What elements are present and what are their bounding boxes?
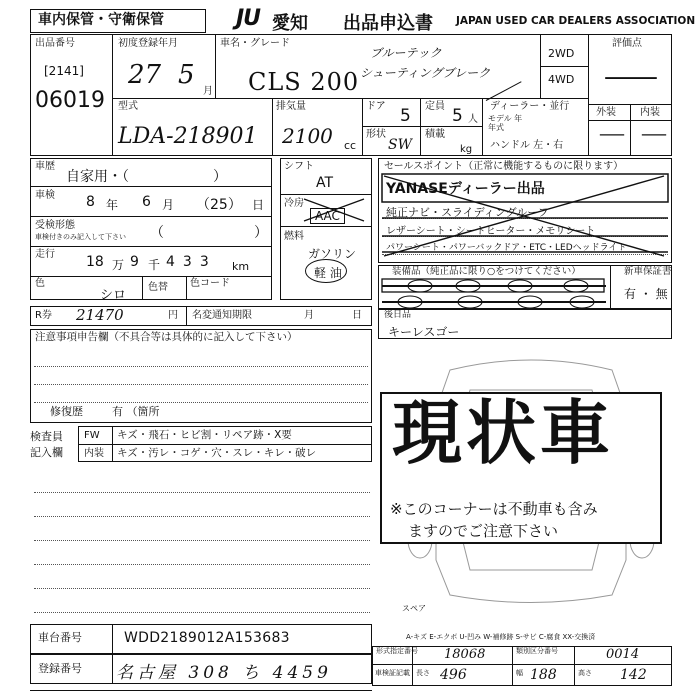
registration-month-unit: 月 <box>203 86 213 97</box>
recycle-unit: 円 <box>168 310 178 321</box>
selling-point-3: レザーシート・シートヒーター・メモリシート <box>386 226 596 237</box>
dealer-line1: ディーラー・並行 <box>490 101 570 112</box>
shaken-day: （25） <box>196 197 242 213</box>
dealer-line4: ハンドル 左・右 <box>490 140 564 151</box>
history-value: 自家用・（ ） <box>66 169 227 185</box>
aftermarket-value: キーレスゴー <box>388 325 460 339</box>
shaken-year-unit: 年 <box>106 198 119 212</box>
mileage-man-unit: 万 <box>112 258 125 272</box>
shaken-month: 6 <box>142 194 151 210</box>
displacement-value: 2100 <box>282 124 333 148</box>
chassis-label: 車台番号 <box>38 631 82 644</box>
doors-value: 5 <box>400 106 411 126</box>
history-label: 車歴 <box>35 161 55 172</box>
model-num-value: 18068 <box>444 647 486 662</box>
chassis-value: WDD2189012A153683 <box>124 630 290 646</box>
color-label: 色 <box>35 278 45 289</box>
repair-value: 有 （箇所 <box>112 405 160 418</box>
color-change-label: 色替 <box>148 282 168 293</box>
mileage-unit: km <box>232 260 250 273</box>
capacity-label: 定員 <box>425 101 445 112</box>
capacity-unit: 人 <box>468 114 478 125</box>
length-value: 496 <box>440 667 467 683</box>
evaluation-label: 評価点 <box>612 38 642 49</box>
type-code-value: LDA-218901 <box>118 124 258 149</box>
model-grade-line1: ブルーテック <box>370 46 442 60</box>
stamp-note1: ※このコーナーは不動車も含み <box>390 500 598 518</box>
recycle-label: R券 <box>35 310 52 321</box>
fuel-diesel-circle <box>305 259 347 283</box>
fuel-diesel: 軽 油 <box>314 266 342 280</box>
association-name: JAPAN USED CAR DEALERS ASSOCIATION <box>456 15 696 27</box>
inspector-fw-text: キズ・飛石・ヒビ割・リペア跡・X要 <box>117 429 292 441</box>
load-label: 積載 <box>425 129 445 140</box>
mileage-sen: 9 <box>130 254 139 270</box>
displacement-unit: cc <box>344 139 357 152</box>
registration-label: 初度登録年月 <box>118 38 178 49</box>
dealer-line2: モデル 年 <box>488 114 523 123</box>
selling-point-2: 純正ナビ・スライディングルーフ <box>386 206 549 219</box>
shaken-day-unit: 日 <box>252 198 265 212</box>
selling-point-4: パワーシート・パワーバックドア・ETC・LEDヘッドライト <box>386 243 627 253</box>
inspector-label1: 検査員 <box>30 430 63 443</box>
notice-label: 名変通知期限 <box>192 310 252 321</box>
model-label: 車名・グレード <box>220 38 290 49</box>
notice-day-unit: 日 <box>352 310 362 321</box>
lot-number: 06019 <box>35 88 105 113</box>
aftermarket-label: 後日品 <box>384 310 412 320</box>
form-title: 出品申込書 <box>343 13 433 34</box>
class-num-value: 0014 <box>606 647 640 662</box>
recycle-value: 21470 <box>76 306 124 324</box>
length-label: 長さ <box>416 669 430 677</box>
interior-label: 内装 <box>640 107 660 118</box>
shift-value: AT <box>316 175 334 191</box>
stamp-title: 現状車 <box>392 392 614 474</box>
equipment-label: 装備品（純正品に限り○をつけてください） <box>392 266 581 277</box>
equipment-strikes <box>380 276 608 308</box>
new-guarantee-label: 新車保証書 <box>624 266 672 277</box>
type-code-label: 型式 <box>118 101 138 112</box>
selling-point-1: YANASEディーラー出品 <box>386 181 545 197</box>
shift-label: シフト <box>284 161 314 172</box>
notes-label: 注意事項申告欄（不具合等は具体的に記入して下さい） <box>35 331 298 343</box>
registration-month: 5 <box>178 60 195 90</box>
exterior-value: — <box>598 124 626 145</box>
inspector-label2: 記入欄 <box>30 446 63 459</box>
receipt-note: 車検付きのみ記入して下さい <box>35 233 126 241</box>
body-shape-label: 形状 <box>366 129 386 140</box>
region-title: 愛知 <box>272 13 308 34</box>
body-shape-value: SW <box>388 137 412 153</box>
shaken-year: 8 <box>86 194 95 210</box>
height-label: 高さ <box>578 669 592 677</box>
model-num-label: 形式指定番号 <box>376 647 418 655</box>
spare-label: スペア <box>402 604 426 613</box>
mileage-sen-unit: 千 <box>148 258 161 272</box>
ac-label: 冷房 <box>284 198 304 209</box>
inspector-fw: FW <box>84 430 100 441</box>
width-label: 幅 <box>516 669 523 677</box>
color-code-label: 色コード <box>190 278 230 289</box>
selling-points-label: セールスポイント（正常に機能するものに限ります） <box>384 161 624 172</box>
drive-4wd: 4WD <box>548 73 575 86</box>
ac-cross-mark <box>300 196 368 224</box>
receipt-label: 受検形態 <box>35 220 75 231</box>
registration-year: 27 <box>128 60 162 90</box>
mileage-man: 18 <box>86 254 104 270</box>
selling-points-cross-mark <box>380 172 670 260</box>
receipt-close-paren: ） <box>254 225 268 241</box>
receipt-open-paren: （ <box>150 225 164 241</box>
capacity-value: 5 <box>452 106 463 126</box>
width-value: 188 <box>530 667 557 683</box>
new-guarantee-value: 有 ・ 無 <box>624 287 668 301</box>
load-unit: kg <box>460 144 473 155</box>
doors-label: ドア <box>366 101 386 112</box>
lot-bracket-number: [2141] <box>44 64 84 78</box>
notice-month-unit: 月 <box>304 310 314 321</box>
class-num-label: 類別区分番号 <box>516 647 558 655</box>
lot-label: 出品番号 <box>35 38 75 49</box>
model-grade-line2: シューティングブレーク <box>360 66 491 80</box>
size-label: 車検証記載 <box>375 669 410 677</box>
plate-value: 名古屋 308 ち 4459 <box>116 663 332 683</box>
shaken-label: 車検 <box>35 190 55 201</box>
drive-2wd: 2WD <box>548 47 575 60</box>
color-value: シロ <box>100 288 127 303</box>
inspector-inner-text: キズ・汚レ・コゲ・穴・スレ・キレ・破レ <box>117 447 317 459</box>
displacement-label: 排気量 <box>276 101 306 112</box>
model-name: CLS 200 <box>248 68 360 96</box>
interior-value: — <box>640 124 668 145</box>
inspector-inner: 内装 <box>84 448 104 459</box>
diagram-legend: A-キズ E-エクボ U-凹み W-補修跡 S-サビ C-腐食 XX-交換済 <box>406 633 596 641</box>
fuel-label: 燃料 <box>284 231 304 242</box>
ju-logo: JU <box>236 6 261 31</box>
evaluation-value: — <box>602 62 660 92</box>
fuel-gasoline: ガソリン <box>308 247 357 261</box>
mileage-rest: 433 <box>166 254 217 270</box>
shaken-month-unit: 月 <box>162 198 175 212</box>
exterior-label: 外装 <box>596 107 616 118</box>
dealer-line3: 年式 <box>488 123 504 132</box>
mileage-label: 走行 <box>35 249 55 260</box>
repair-label: 修復歴 <box>50 405 83 418</box>
plate-label: 登録番号 <box>38 662 82 675</box>
stamp-note2: ますのでご注意下さい <box>408 522 559 540</box>
height-value: 142 <box>620 667 647 683</box>
ac-value: AAC <box>310 208 345 224</box>
storage-note: 車内保管・守衛保管 <box>38 12 164 28</box>
